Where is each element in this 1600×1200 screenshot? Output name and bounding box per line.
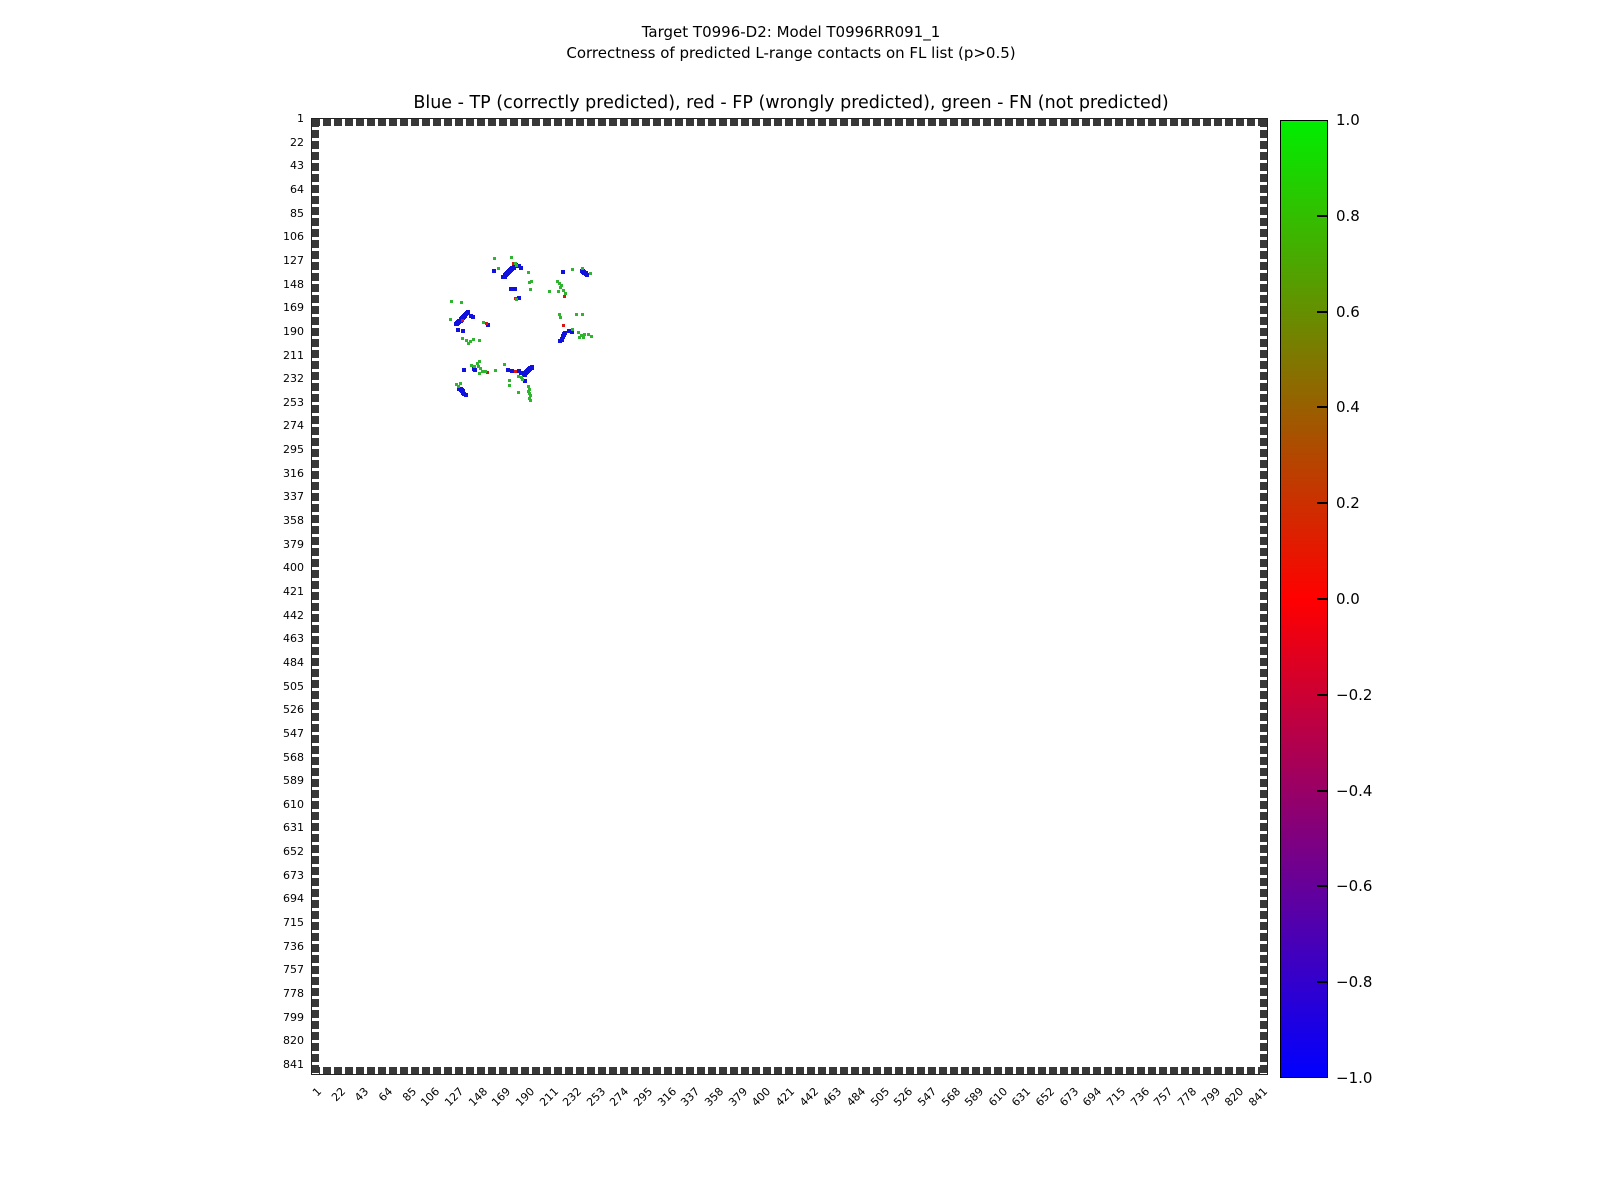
contact-point: [461, 329, 465, 333]
y-tick-label: 253: [283, 395, 304, 409]
colorbar-tick: [1317, 885, 1327, 887]
contact-point: [519, 266, 523, 270]
y-tick-label: 22: [290, 135, 304, 149]
scatter-points-layer: [312, 119, 1267, 1074]
x-tick-label: 694: [1080, 1085, 1105, 1110]
y-tick-label: 673: [283, 868, 304, 882]
colorbar-tick-label: −0.6: [1336, 877, 1373, 896]
x-tick-label: 1: [310, 1085, 325, 1100]
colorbar-tick-label: 0.2: [1336, 494, 1360, 513]
contact-point: [464, 393, 468, 397]
y-tick-label: 211: [283, 348, 304, 362]
x-tick-label: 757: [1151, 1085, 1176, 1110]
y-tick-label: 316: [283, 466, 304, 480]
contact-point: [472, 338, 475, 341]
y-tick-label: 400: [283, 561, 304, 575]
y-tick-label: 190: [283, 324, 304, 338]
x-tick-label: 673: [1056, 1085, 1081, 1110]
contact-point: [478, 339, 481, 342]
contact-point: [463, 314, 467, 318]
colorbar-tick: [1317, 311, 1327, 313]
contact-point: [471, 315, 475, 319]
x-tick-label: 526: [891, 1085, 916, 1110]
y-tick-label: 295: [283, 443, 304, 457]
x-tick-label: 610: [985, 1085, 1010, 1110]
y-tick-label: 505: [283, 679, 304, 693]
colorbar-tick-label: −0.4: [1336, 781, 1373, 800]
contact-point: [510, 256, 513, 259]
x-tick-label: 841: [1246, 1085, 1271, 1110]
contact-point: [494, 369, 497, 372]
colorbar-tick: [1317, 406, 1327, 408]
contact-point: [581, 313, 584, 316]
contact-point: [530, 280, 533, 283]
contact-point: [514, 262, 517, 265]
x-tick-label: 379: [725, 1085, 750, 1110]
contact-point: [563, 295, 566, 298]
contact-point: [456, 328, 460, 332]
contact-point: [562, 324, 565, 327]
axes-title-legend: Blue - TP (correctly predicted), red - FP (wrongly predicted), green - FN (not predicted): [413, 93, 1169, 113]
y-tick-label: 421: [283, 584, 304, 598]
contact-point: [492, 269, 496, 273]
y-tick-label: 379: [283, 537, 304, 551]
y-tick-label: 274: [283, 419, 304, 433]
contact-point: [459, 382, 462, 385]
x-tick-label: 127: [442, 1085, 467, 1110]
contact-point: [485, 322, 488, 325]
contact-point: [582, 336, 585, 339]
x-tick-label: 652: [1033, 1085, 1058, 1110]
contact-point: [529, 399, 532, 402]
x-tick-label: 253: [583, 1085, 609, 1110]
x-tick-label: 232: [560, 1085, 585, 1110]
x-tick-label: 274: [607, 1085, 632, 1110]
x-tick-label: 337: [678, 1085, 703, 1110]
y-tick-label: 169: [283, 301, 304, 315]
y-tick-label: 463: [283, 632, 304, 646]
colorbar-tick-label: 0.8: [1336, 206, 1360, 225]
x-tick-label: 190: [513, 1085, 538, 1110]
contact-point: [484, 370, 487, 373]
y-tick-label: 64: [290, 183, 304, 197]
contact-point: [466, 310, 470, 314]
y-tick-label: 778: [283, 986, 304, 1000]
colorbar-tick-label: 1.0: [1336, 111, 1360, 129]
colorbar-tick: [1317, 790, 1327, 792]
x-tick-label: 106: [418, 1085, 443, 1110]
contact-point: [561, 270, 565, 274]
x-tick-label: 547: [914, 1085, 940, 1110]
y-tick-label: 610: [283, 797, 304, 811]
figure-title-line2: Correctness of predicted L-range contacts on FL list (p>0.5): [566, 44, 1016, 62]
contact-point: [571, 328, 574, 331]
y-tick-label: 568: [283, 750, 304, 764]
x-tick-label: 442: [796, 1085, 821, 1110]
x-tick-label: 316: [654, 1085, 679, 1110]
x-tick-label: 463: [820, 1085, 845, 1110]
x-tick-label: 421: [773, 1085, 798, 1110]
y-tick-label: 799: [283, 1010, 304, 1024]
x-tick-label: 820: [1222, 1085, 1247, 1110]
contact-point: [461, 319, 464, 322]
contact-point: [589, 272, 592, 275]
x-tick-label: 43: [352, 1085, 372, 1105]
contact-point: [558, 339, 562, 343]
contact-point: [557, 290, 560, 293]
figure-title: [0, 22, 1582, 64]
colorbar-tick-label: −0.8: [1336, 973, 1373, 992]
x-tick-label: 505: [867, 1085, 892, 1110]
x-tick-label: 484: [844, 1085, 869, 1110]
contact-point: [527, 271, 530, 274]
x-tick-label: 295: [631, 1085, 656, 1110]
colorbar-tick-label: 0.4: [1336, 398, 1360, 417]
contact-point: [517, 391, 520, 394]
x-tick-label: 211: [536, 1085, 561, 1110]
y-tick-label: 736: [283, 939, 304, 953]
x-tick-label: 715: [1104, 1085, 1129, 1110]
x-tick-label: 358: [702, 1085, 727, 1110]
colorbar-tick: [1317, 694, 1327, 696]
y-tick-label: 631: [283, 821, 304, 835]
contact-point: [578, 336, 581, 339]
contact-point: [478, 360, 481, 363]
contact-point: [493, 257, 496, 260]
x-tick-label: 169: [489, 1085, 514, 1110]
colorbar-tick-label: 0.0: [1336, 590, 1360, 608]
contact-point: [478, 372, 481, 375]
x-tick-label: 799: [1198, 1085, 1223, 1110]
x-tick-label: 778: [1175, 1085, 1200, 1110]
x-tick-label: 589: [962, 1085, 987, 1110]
colorbar-tick-label: −0.2: [1336, 685, 1373, 704]
contact-point: [503, 363, 506, 366]
contact-map-plot-area: [311, 118, 1268, 1075]
contact-point: [449, 318, 452, 321]
contact-point: [473, 365, 476, 368]
y-tick-label: 757: [283, 963, 304, 977]
colorbar-tick-label: −1.0: [1336, 1069, 1373, 1087]
contact-point: [497, 267, 500, 270]
contact-point: [575, 313, 578, 316]
y-tick-label: 694: [283, 892, 304, 906]
y-tick-label: 1: [297, 112, 304, 126]
contact-point: [467, 342, 470, 345]
y-tick-label: 820: [283, 1034, 304, 1048]
y-tick-label: 841: [283, 1057, 304, 1071]
contact-point: [462, 368, 466, 372]
contact-point: [482, 321, 485, 324]
y-tick-label: 484: [283, 655, 304, 669]
contact-point: [473, 368, 477, 372]
contact-point: [460, 301, 463, 304]
x-tick-label: 64: [376, 1085, 396, 1105]
colorbar-tick: [1317, 502, 1327, 504]
y-tick-label: 337: [283, 490, 304, 504]
y-tick-label: 85: [290, 206, 304, 220]
contact-point: [450, 300, 453, 303]
y-tick-label: 442: [283, 608, 304, 622]
contact-point: [590, 335, 593, 338]
y-tick-label: 127: [283, 253, 304, 267]
x-tick-label: 85: [399, 1085, 419, 1105]
x-tick-label: 400: [749, 1085, 774, 1110]
y-tick-label: 547: [283, 726, 304, 740]
y-tick-label: 106: [283, 230, 304, 244]
y-tick-label: 358: [283, 514, 304, 528]
x-tick-label: 631: [1009, 1085, 1034, 1110]
contact-point: [514, 370, 517, 373]
contact-point: [529, 288, 532, 291]
contact-point: [513, 287, 517, 291]
contact-point: [583, 333, 586, 336]
y-tick-label: 43: [290, 159, 304, 173]
colorbar-tick: [1317, 598, 1327, 600]
contact-point: [508, 379, 511, 382]
x-tick-label: 568: [938, 1085, 963, 1110]
colorbar-tick-label: 0.6: [1336, 302, 1360, 321]
x-tick-label: 736: [1127, 1085, 1152, 1110]
contact-point: [508, 384, 511, 387]
x-tick-label: 22: [328, 1085, 348, 1105]
contact-point: [564, 292, 567, 295]
contact-point: [515, 298, 518, 301]
colorbar-tick: [1317, 981, 1327, 983]
contact-point: [559, 316, 562, 319]
contact-point: [457, 385, 460, 388]
figure-title-line1: Target T0996-D2: Model T0996RR091_1: [641, 23, 941, 41]
y-tick-label: 526: [283, 703, 304, 717]
contact-point: [581, 267, 584, 270]
contact-point: [506, 368, 510, 372]
y-tick-label: 715: [283, 916, 304, 929]
contact-point: [530, 366, 534, 370]
colorbar-tick: [1317, 215, 1327, 217]
contact-point: [548, 290, 551, 293]
y-tick-label: 589: [283, 774, 304, 788]
contact-point: [521, 378, 524, 381]
x-tick-label: 148: [465, 1085, 490, 1110]
y-tick-label: 232: [283, 372, 304, 386]
y-tick-label: 148: [283, 277, 304, 291]
y-tick-label: 652: [283, 845, 304, 859]
contact-point: [571, 268, 574, 271]
